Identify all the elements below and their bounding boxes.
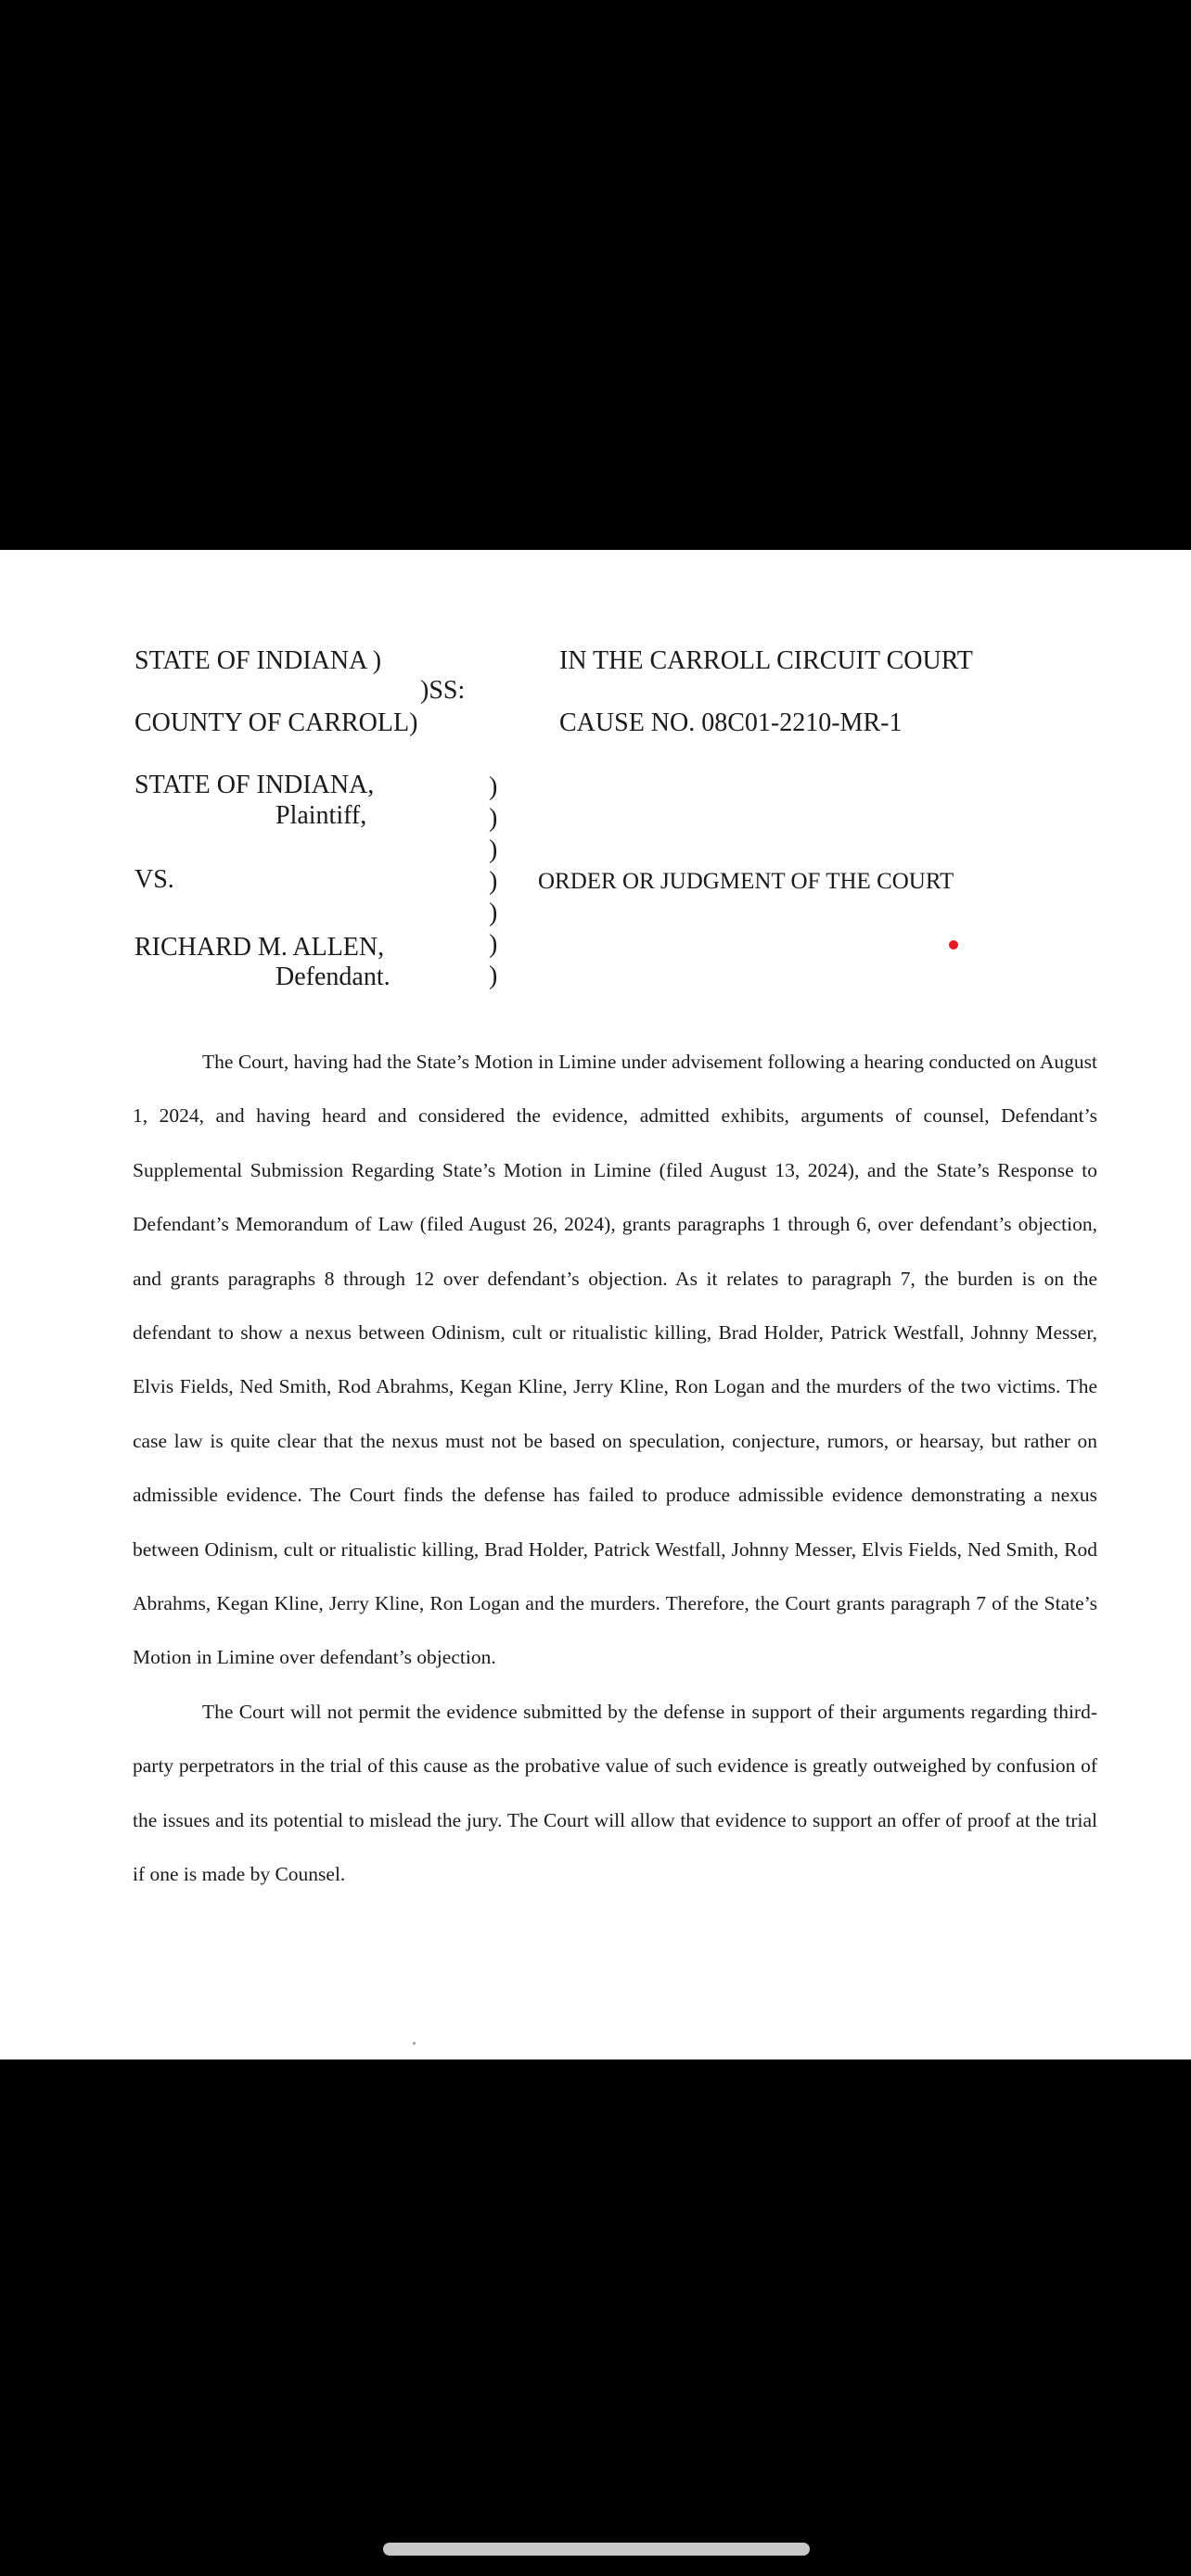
paren: ): [489, 899, 498, 927]
paren: ): [489, 804, 498, 833]
paren: ): [489, 930, 498, 959]
red-mark: [949, 940, 958, 950]
cause-number: CAUSE NO. 08C01-2210-MR-1: [559, 708, 903, 737]
ss-line: )SS:: [420, 676, 466, 705]
paren: ): [489, 962, 498, 990]
plaintiff-role: Plaintiff,: [275, 801, 367, 830]
defendant-role: Defendant.: [275, 963, 391, 991]
plaintiff-name: STATE OF INDIANA,: [134, 771, 375, 799]
court-name: IN THE CARROLL CIRCUIT COURT: [559, 646, 973, 675]
body-paragraph-1: The Court, having had the State’s Motion in Limine under advisement following a hearing conducted on August 1, 2024, and having heard and considered the evidence, admitted exhibits, arguments of counsel, Defendant’s Supplemental Submission Regarding State’s Motion in Limine (filed August 13, 2024), and the State’s Response to Defendant’s Memorandum of Law (filed August 26, 2024), grants paragraphs 1 through 6, over defendant’s objection, and grants paragraphs 8 through 12 over defendant’s objection. As it relates to paragraph 7, the burden is on the defendant to show a nexus between Odinism, cult or ritualistic killing, Brad Holder, Patrick Westfall, Johnny Messer, Elvis Fields, Ned Smith, Rod Abrahms, Kegan Kline, Jerry Kline, Ron Logan and the murders of the two victims. The case law is quite clear that the nexus must not be based on speculation, conjecture, rumors, or hearsay, but rather on admissible evidence. The Court finds the defense has failed to produce admissible evidence demonstrating a nexus between Odinism, cult or ritualistic killing, Brad Holder, Patrick Westfall, Johnny Messer, Elvis Fields, Ned Smith, Rod Abrahms, Kegan Kline, Jerry Kline, Ron Logan and the murders. Therefore, the Court grants paragraph 7 of the State’s Motion in Limine over defendant’s objection.: [133, 1051, 1097, 1669]
paren: ): [489, 867, 498, 896]
order-title: ORDER OR JUDGMENT OF THE COURT: [538, 869, 954, 894]
paren: ): [489, 835, 498, 864]
order-body: [133, 1035, 1097, 1902]
scan-speck: [413, 2042, 416, 2045]
county-line: COUNTY OF CARROLL): [134, 708, 418, 737]
defendant-name: RICHARD M. ALLEN,: [134, 933, 385, 962]
versus: VS.: [134, 865, 174, 894]
body-paragraph-2: The Court will not permit the evidence submitted by the defense in support of their arguments regarding third-party perpetrators in the trial of this cause as the probative value of such evidence is greatly outweighed by confusion of the issues and its potential to mislead the jury. The Court will allow that evidence to support an offer of proof at the trial if one is made by Counsel.: [133, 1700, 1097, 1886]
state-line: STATE OF INDIANA ): [134, 646, 382, 675]
paren: ): [489, 772, 498, 801]
home-indicator[interactable]: [383, 2543, 810, 2556]
document-page: [0, 550, 1191, 2060]
